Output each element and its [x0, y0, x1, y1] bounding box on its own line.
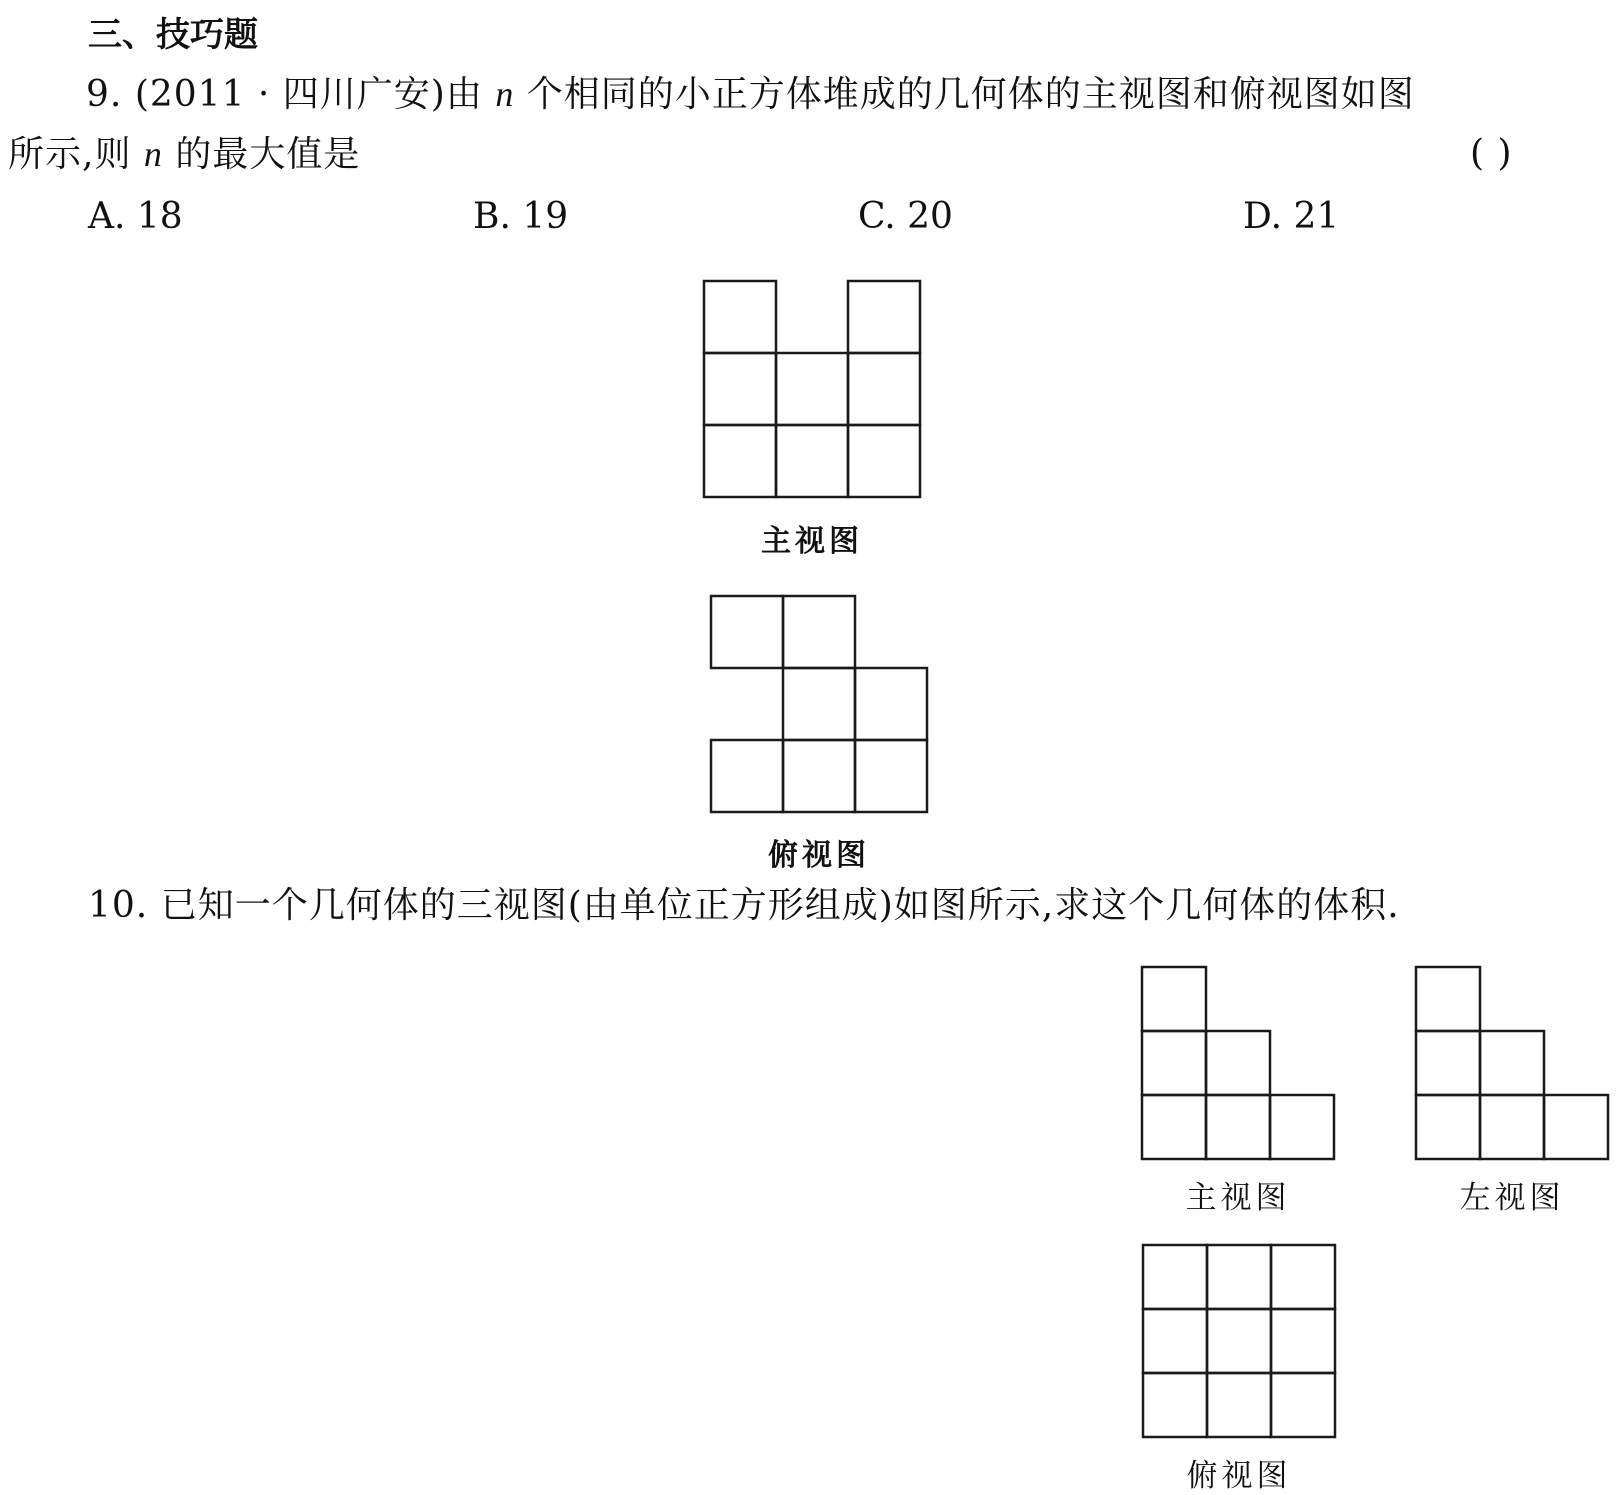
q9-answer-paren: ( )	[1470, 133, 1513, 174]
grid-cell	[1207, 1309, 1271, 1373]
q9-var-n: n	[495, 74, 515, 114]
q9-top-view-caption: 俯视图	[768, 838, 870, 873]
q10-top-view-caption: 俯视图	[1186, 1458, 1292, 1494]
q9-text-b: 个相同的小正方体堆成的几何体的主视图和俯视图如图	[526, 74, 1415, 115]
grid-cell	[1143, 1245, 1207, 1309]
q9-number: 9.	[86, 74, 123, 115]
q9-text-c: 所示,则	[8, 134, 132, 175]
q9-choice-c: C. 20	[858, 196, 953, 237]
grid-cell	[1143, 1309, 1207, 1373]
q9-front-view-caption: 主视图	[761, 524, 863, 559]
q9-choice-d: D. 21	[1243, 196, 1340, 237]
grid-cell	[1271, 1309, 1335, 1373]
q9-choice-b: B. 19	[473, 196, 569, 237]
q9-choice-a: A. 18	[88, 196, 183, 237]
q9-text-a: 由	[445, 74, 483, 115]
q9-var-n-2: n	[143, 134, 163, 174]
grid-cell	[1207, 1373, 1271, 1437]
section-title: 三、技巧题	[88, 15, 258, 55]
q9-source: (2011 · 四川广安)	[134, 74, 446, 115]
grid-cell	[1271, 1373, 1335, 1437]
q10-front-view-caption: 主视图	[1185, 1180, 1291, 1216]
grid-cell	[1207, 1245, 1271, 1309]
q10-text: 10. 已知一个几何体的三视图(由单位正方形组成)如图所示,求这个几何体的体积.	[88, 885, 1400, 926]
q9-text-d: 的最大值是	[175, 134, 361, 175]
grid-cell	[1271, 1245, 1335, 1309]
grid-cell	[1143, 1373, 1207, 1437]
q10-left-view-caption: 左视图	[1459, 1180, 1565, 1216]
